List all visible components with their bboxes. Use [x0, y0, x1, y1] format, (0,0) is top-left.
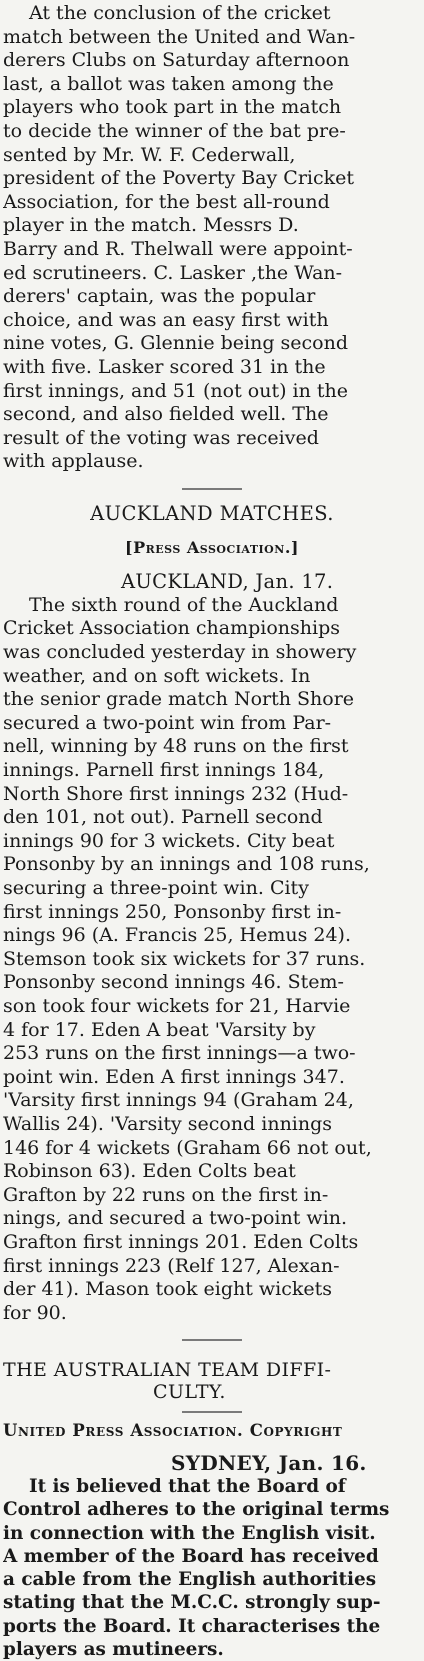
australian-heading-line2: CULTY.	[153, 1381, 226, 1404]
text-line: match between the United and Wan-	[3, 25, 356, 48]
text-line: 'Varsity first innings 94 (Graham 24,	[3, 1089, 354, 1112]
text-line: innings. Parnell first innings 184,	[3, 759, 325, 782]
text-line: secured a two-point win from Par-	[3, 711, 332, 734]
auckland-paragraph	[3, 594, 421, 1325]
text-line: with five. Lasker scored 31 in the	[3, 355, 326, 378]
text-line: was concluded yesterday in showery	[3, 641, 357, 664]
australian-heading-line1: THE AUSTRALIAN TEAM DIFFI-	[3, 1359, 332, 1382]
text-line: for 90.	[3, 1301, 67, 1324]
auckland-dateline: AUCKLAND, Jan. 17.	[121, 569, 334, 593]
text-line: in connection with the English visit.	[3, 1522, 376, 1544]
text-line: The sixth round of the Auckland	[29, 593, 339, 616]
text-line: second, and also fielded well. The	[3, 403, 329, 426]
text-line: Control adheres to the original terms	[3, 1499, 390, 1521]
australian-dateline: SYDNEY, Jan. 16.	[171, 1451, 367, 1476]
text-line: securing a three-point win. City	[3, 877, 309, 899]
text-line: Association, for the best all-round	[3, 190, 330, 213]
australian-agency: United Press Association. Copyright	[3, 1421, 343, 1441]
text-line: nings, and secured a two-point win.	[3, 1207, 348, 1230]
text-line: players as mutineers.	[3, 1638, 224, 1660]
text-line: nine votes, G. Glennie being second	[3, 332, 349, 355]
text-line: Stemson took six wickets for 37 runs.	[3, 947, 366, 970]
text-line: first innings 223 (Relf 127, Alexan-	[3, 1254, 340, 1277]
australian-heading	[3, 1359, 421, 1403]
auckland-agency: [Press Association.]	[125, 537, 299, 557]
text-line: It is believed that the Board of	[29, 1476, 346, 1498]
australian-paragraph	[3, 1475, 421, 1661]
text-line: 4 for 17. Eden A beat 'Varsity by	[3, 1018, 316, 1041]
text-line: players who took part in the match	[3, 96, 342, 119]
text-line: A member of the Board has received	[3, 1545, 379, 1567]
text-line: Robinson 63). Eden Colts beat	[3, 1160, 296, 1183]
text-line: nings 96 (A. Francis 25, Hemus 24).	[3, 924, 352, 947]
text-line: derers' captain, was the popular	[3, 285, 316, 308]
text-line: nell, winning by 48 runs on the first	[3, 735, 349, 758]
text-line: North Shore first innings 232 (Hud-	[3, 782, 349, 805]
text-line: son took four wickets for 21, Harvie	[3, 994, 351, 1017]
text-line: with applause.	[3, 450, 144, 473]
text-line: first innings, and 51 (not out) in the	[3, 379, 349, 402]
text-line: 146 for 4 wickets (Graham 66 not out,	[3, 1136, 372, 1159]
text-line: sented by Mr. W. F. Cederwall,	[3, 143, 296, 166]
text-line: to decide the winner of the bat pre-	[3, 119, 346, 142]
text-line: Grafton by 22 runs on the first in-	[3, 1183, 329, 1206]
text-line: At the conclusion of the cricket	[29, 2, 331, 24]
text-line: ed scrutineers. C. Lasker ,the Wan-	[3, 261, 343, 284]
text-line: point win. Eden A first innings 347.	[3, 1065, 345, 1088]
text-line: ports the Board. It characterises the	[3, 1615, 381, 1637]
text-line: first innings 250, Ponsonby first in-	[3, 900, 342, 923]
text-line: last, a ballot was taken among the	[3, 72, 334, 95]
text-line: innings 90 for 3 wickets. City beat	[3, 829, 335, 852]
text-line: Wallis 24). 'Varsity second innings	[3, 1112, 333, 1135]
text-line: Ponsonby second innings 46. Stem-	[3, 971, 344, 994]
text-line: derers Clubs on Saturday afternoon	[3, 49, 350, 72]
text-line: a cable from the English authorities	[3, 1569, 377, 1591]
text-line: Barry and R. Thelwall were appoint-	[3, 237, 353, 260]
text-line: Cricket Association championships	[3, 617, 341, 640]
text-line: stating that the M.C.C. strongly sup-	[3, 1592, 381, 1614]
text-line: Grafton first innings 201. Eden Colts	[3, 1230, 359, 1253]
text-line: Ponsonby by an innings and 108 runs,	[3, 853, 370, 876]
cricket-ballot-paragraph	[3, 2, 421, 474]
text-line: player in the match. Messrs D.	[3, 214, 299, 237]
text-line: president of the Poverty Bay Cricket	[3, 167, 355, 190]
text-line: the senior grade match North Shore	[3, 688, 355, 711]
newspaper-column	[3, 2, 421, 1661]
text-line: 253 runs on the first innings—a two-	[3, 1042, 356, 1065]
text-line: result of the voting was received	[3, 426, 319, 449]
text-line: der 41). Mason took eight wickets	[3, 1278, 333, 1301]
text-line: den 101, not out). Parnell second	[3, 806, 323, 829]
auckland-heading: AUCKLAND MATCHES.	[90, 501, 334, 525]
text-line: choice, and was an easy first with	[3, 308, 329, 331]
text-line: weather, and on soft wickets. In	[3, 664, 311, 687]
